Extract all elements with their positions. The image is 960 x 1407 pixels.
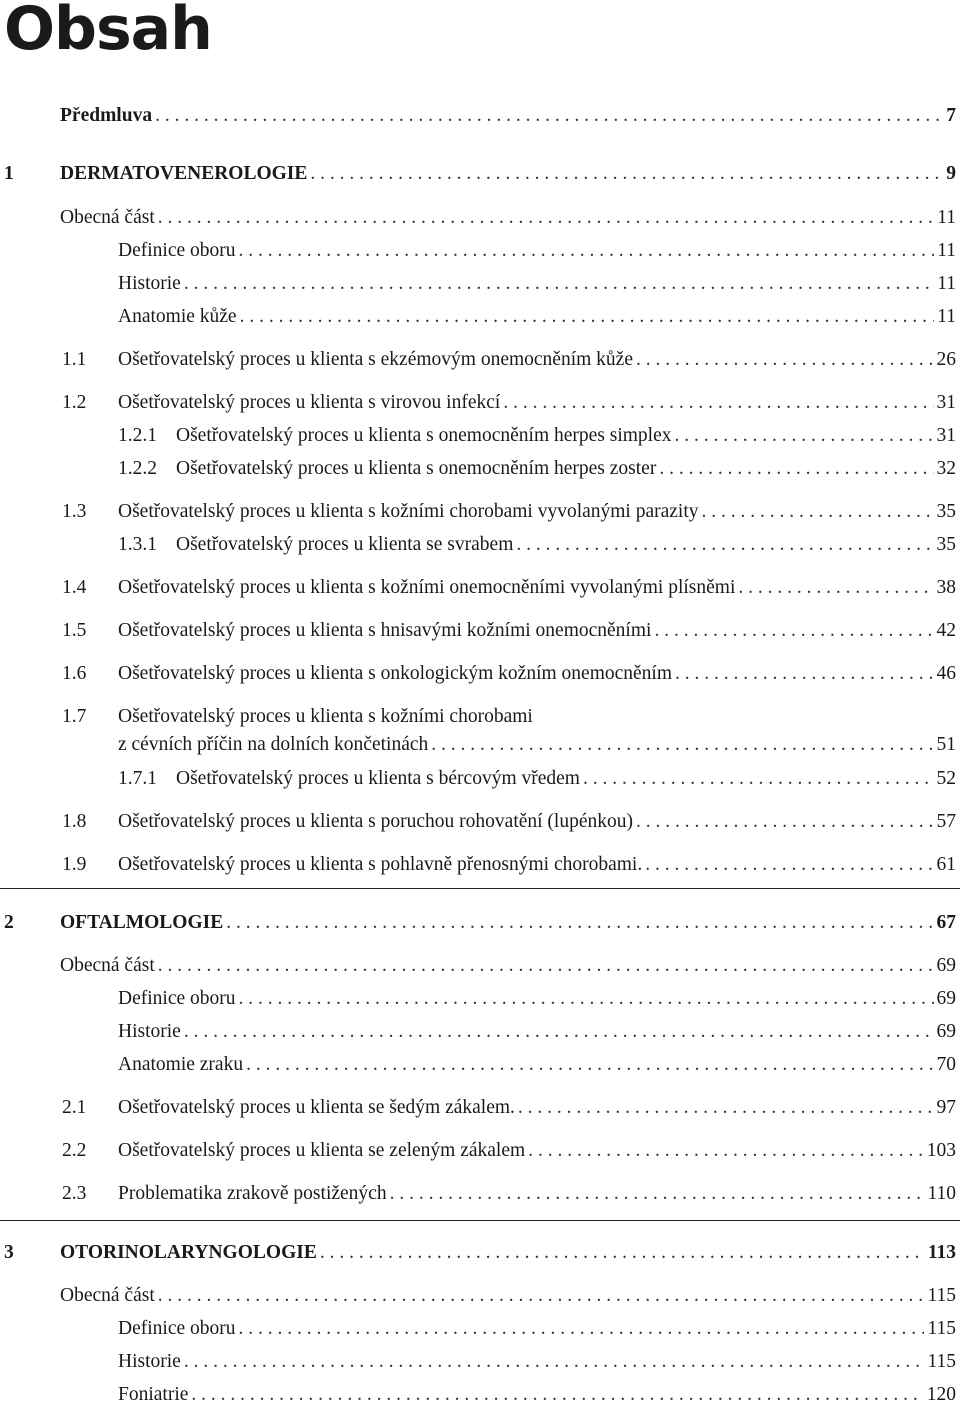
toc-entry-page: 69 — [936, 1021, 956, 1042]
toc-entry-number: 2.1 — [62, 1097, 87, 1118]
toc-leader-dots — [320, 1241, 925, 1265]
toc-entry[interactable] — [0, 239, 956, 263]
toc-entry-title: Foniatrie — [118, 1384, 189, 1405]
toc-entry-number: 2 — [4, 912, 14, 933]
toc-entry[interactable] — [0, 104, 956, 128]
toc-entry-number: 1.8 — [62, 811, 87, 832]
toc-entry-title: Ošetřovatelský proces u klienta s poruchou rohovatění (lupénkou) — [118, 811, 633, 832]
toc-entry-number: 1.2.2 — [118, 458, 157, 479]
toc-entry[interactable] — [0, 810, 956, 834]
toc-entry-number: 2.2 — [62, 1140, 87, 1161]
toc-entry-title-line1: Ošetřovatelský proces u klienta s kožními chorobami — [118, 706, 533, 727]
toc-entry-title: Ošetřovatelský proces u klienta s bércovým vředem — [176, 768, 580, 789]
toc-entry-title: Ošetřovatelský proces u klienta se svrabem — [176, 534, 514, 555]
toc-leader-dots — [239, 239, 935, 263]
toc-entry-page: 9 — [946, 163, 956, 184]
toc-entry-number: 1.5 — [62, 620, 87, 641]
toc-entry-page: 110 — [927, 1183, 956, 1204]
toc-entry[interactable] — [0, 305, 956, 329]
toc-entry-page: 97 — [936, 1097, 956, 1118]
toc-entry-title: Ošetřovatelský proces u klienta s kožními chorobami vyvolanými parazity — [118, 501, 699, 522]
toc-entry[interactable] — [0, 1020, 956, 1044]
toc-entry-number: 1.7.1 — [118, 768, 157, 789]
toc-entry[interactable] — [0, 272, 956, 296]
toc-entry[interactable] — [0, 619, 956, 643]
toc-entry-title: Ošetřovatelský proces u klienta s onemocněním herpes simplex — [176, 425, 672, 446]
toc-leader-dots — [431, 733, 933, 757]
toc-entry-number: 1.4 — [62, 577, 87, 598]
toc-entry[interactable] — [0, 662, 956, 686]
toc-entry[interactable] — [0, 1241, 956, 1265]
toc-leader-dots — [528, 1139, 924, 1163]
toc-entry-page: 11 — [937, 306, 956, 327]
toc-entry-title: Ošetřovatelský proces u klienta s onemocněním herpes zoster — [176, 458, 657, 479]
toc-entry-number: 1.2.1 — [118, 425, 157, 446]
toc-entry[interactable] — [0, 1139, 956, 1163]
toc-leader-dots — [158, 1284, 925, 1308]
page-title: Obsah — [4, 0, 212, 64]
chapter-divider — [0, 1220, 960, 1221]
toc-entry-page: 103 — [926, 1140, 956, 1161]
toc-entry-page: 52 — [936, 768, 956, 789]
toc-entry-number: 2.3 — [62, 1183, 87, 1204]
toc-entry-page: 115 — [927, 1285, 956, 1306]
toc-entry-number: 1.3 — [62, 501, 87, 522]
toc-leader-dots — [583, 767, 934, 791]
toc-entry-page: 35 — [936, 534, 956, 555]
toc-leader-dots — [636, 810, 934, 834]
toc-leader-dots — [158, 206, 934, 230]
toc-entry[interactable] — [0, 1096, 956, 1120]
toc-entry-page: 57 — [936, 811, 956, 832]
toc-entry-number: 1.2 — [62, 392, 87, 413]
toc-entry[interactable] — [0, 1182, 956, 1206]
toc-entry-title: Ošetřovatelský proces u klienta s onkologickým kožním onemocněním — [118, 663, 673, 684]
toc-entry[interactable] — [0, 911, 956, 935]
toc-entry-page: 69 — [936, 955, 956, 976]
toc-entry[interactable] — [0, 1383, 956, 1407]
toc-entry-number: 1.1 — [62, 349, 87, 370]
toc-entry-number: 1.3.1 — [118, 534, 157, 555]
toc-leader-dots — [240, 305, 935, 329]
toc-leader-dots — [184, 272, 934, 296]
toc-entry-page: 26 — [936, 349, 956, 370]
toc-entry-page: 69 — [936, 988, 956, 1009]
toc-entry-title: Předmluva — [60, 105, 153, 126]
toc-entry-page: 31 — [936, 425, 956, 446]
toc-entry-title: Ošetřovatelský proces u klienta s virovou infekcí — [118, 392, 501, 413]
toc-entry-page: 11 — [937, 207, 956, 228]
toc-entry-page: 113 — [927, 1242, 956, 1263]
toc-leader-dots — [191, 1383, 923, 1407]
toc-entry[interactable] — [0, 162, 956, 186]
toc-entry-page: 61 — [936, 854, 956, 875]
toc-entry[interactable] — [0, 733, 956, 757]
toc-entry-page: 42 — [936, 620, 956, 641]
toc-entry[interactable] — [0, 576, 956, 600]
toc-entry-title: Ošetřovatelský proces u klienta se zeleným zákalem — [118, 1140, 526, 1161]
toc-entry-page: 11 — [937, 273, 956, 294]
toc-entry-title: z cévních příčin na dolních končetinách — [118, 734, 429, 755]
toc-leader-dots — [158, 954, 934, 978]
toc-entry-page: 70 — [936, 1054, 956, 1075]
toc-entry[interactable] — [0, 1317, 956, 1341]
toc-entry[interactable] — [0, 1053, 956, 1077]
toc-leader-dots — [518, 1096, 934, 1120]
toc-leader-dots — [636, 348, 934, 372]
toc-entry[interactable] — [0, 853, 956, 877]
toc-leader-dots — [390, 1182, 925, 1206]
toc-leader-dots — [516, 533, 933, 557]
toc-entry-page: 38 — [936, 577, 956, 598]
toc-entry-number: 1.9 — [62, 854, 87, 875]
toc-leader-dots — [675, 662, 933, 686]
toc-leader-dots — [738, 576, 933, 600]
toc-leader-dots — [702, 500, 934, 524]
toc-entry-page: 46 — [936, 663, 956, 684]
toc-entry[interactable] — [0, 391, 956, 415]
toc-entry-number: 1.7 — [62, 706, 87, 727]
toc-leader-dots — [184, 1350, 925, 1374]
toc-entry-title: Ošetřovatelský proces u klienta s hnisavými kožními onemocněními — [118, 620, 652, 641]
toc-leader-dots — [645, 853, 933, 877]
toc-entry-title: Ošetřovatelský proces u klienta se šedým zákalem. — [118, 1097, 515, 1118]
toc-entry-title: Obecná část — [60, 955, 155, 976]
toc-leader-dots — [310, 162, 943, 186]
toc-entry-page: 11 — [937, 240, 956, 261]
toc-entry-title: Anatomie kůže — [118, 306, 237, 327]
toc-entry-title: Anatomie zraku — [118, 1054, 244, 1075]
toc-entry-title: Historie — [118, 273, 181, 294]
toc-entry-title: DERMATOVENEROLOGIE — [60, 163, 308, 184]
toc-entry-title: Definice oboru — [118, 988, 236, 1009]
toc-entry[interactable] — [0, 767, 956, 791]
toc-entry[interactable] — [0, 424, 956, 448]
toc-leader-dots — [246, 1053, 933, 1077]
toc-entry[interactable] — [0, 533, 956, 557]
toc-entry-page: 31 — [936, 392, 956, 413]
toc-entry-title: Historie — [118, 1021, 181, 1042]
toc-entry[interactable] — [0, 954, 956, 978]
toc-entry-title: OFTALMOLOGIE — [60, 912, 224, 933]
toc-entry-page: 32 — [936, 458, 956, 479]
toc-entry-title: Historie — [118, 1351, 181, 1372]
toc-entry[interactable] — [0, 1350, 956, 1374]
toc-leader-dots — [503, 391, 933, 415]
toc-entry-page: 120 — [926, 1384, 956, 1405]
chapter-divider — [0, 888, 960, 889]
toc-leader-dots — [184, 1020, 934, 1044]
toc-entry-number: 1 — [4, 163, 14, 184]
toc-entry-title: Problematika zrakově postižených — [118, 1183, 387, 1204]
toc-entry[interactable] — [0, 457, 956, 481]
toc-entry-title: Ošetřovatelský proces u klienta s ekzémovým onemocněním kůže — [118, 349, 633, 370]
toc-entry[interactable] — [0, 1284, 956, 1308]
toc-entry-page: 115 — [927, 1351, 956, 1372]
toc-entry[interactable] — [0, 348, 956, 372]
toc-entry-title: Ošetřovatelský proces u klienta s pohlavně přenosnými chorobami. — [118, 854, 643, 875]
toc-entry[interactable] — [0, 206, 956, 230]
toc-entry[interactable] — [0, 500, 956, 524]
toc-entry-title: Definice oboru — [118, 240, 236, 261]
toc-leader-dots — [659, 457, 933, 481]
toc-entry-title: Definice oboru — [118, 1318, 236, 1339]
toc-leader-dots — [239, 1317, 925, 1341]
toc-entry-number: 1.6 — [62, 663, 87, 684]
toc-entry-title: Ošetřovatelský proces u klienta s kožními onemocněními vyvolanými plísněmi — [118, 577, 736, 598]
toc-entry-page: 7 — [946, 105, 956, 126]
toc-leader-dots — [239, 987, 934, 1011]
toc-leader-dots — [675, 424, 934, 448]
toc-entry-page: 51 — [936, 734, 956, 755]
toc-entry[interactable] — [0, 987, 956, 1011]
toc-entry-title: Obecná část — [60, 1285, 155, 1306]
toc-entry-page: 115 — [927, 1318, 956, 1339]
toc-entry-title: OTORINOLARYNGOLOGIE — [60, 1242, 317, 1263]
toc-leader-dots — [155, 104, 943, 128]
toc-entry-title: Obecná část — [60, 207, 155, 228]
toc-entry-page: 67 — [936, 912, 956, 933]
toc-entry-page: 35 — [936, 501, 956, 522]
toc-leader-dots — [226, 911, 933, 935]
toc-entry-number: 3 — [4, 1242, 14, 1263]
toc-leader-dots — [654, 619, 933, 643]
